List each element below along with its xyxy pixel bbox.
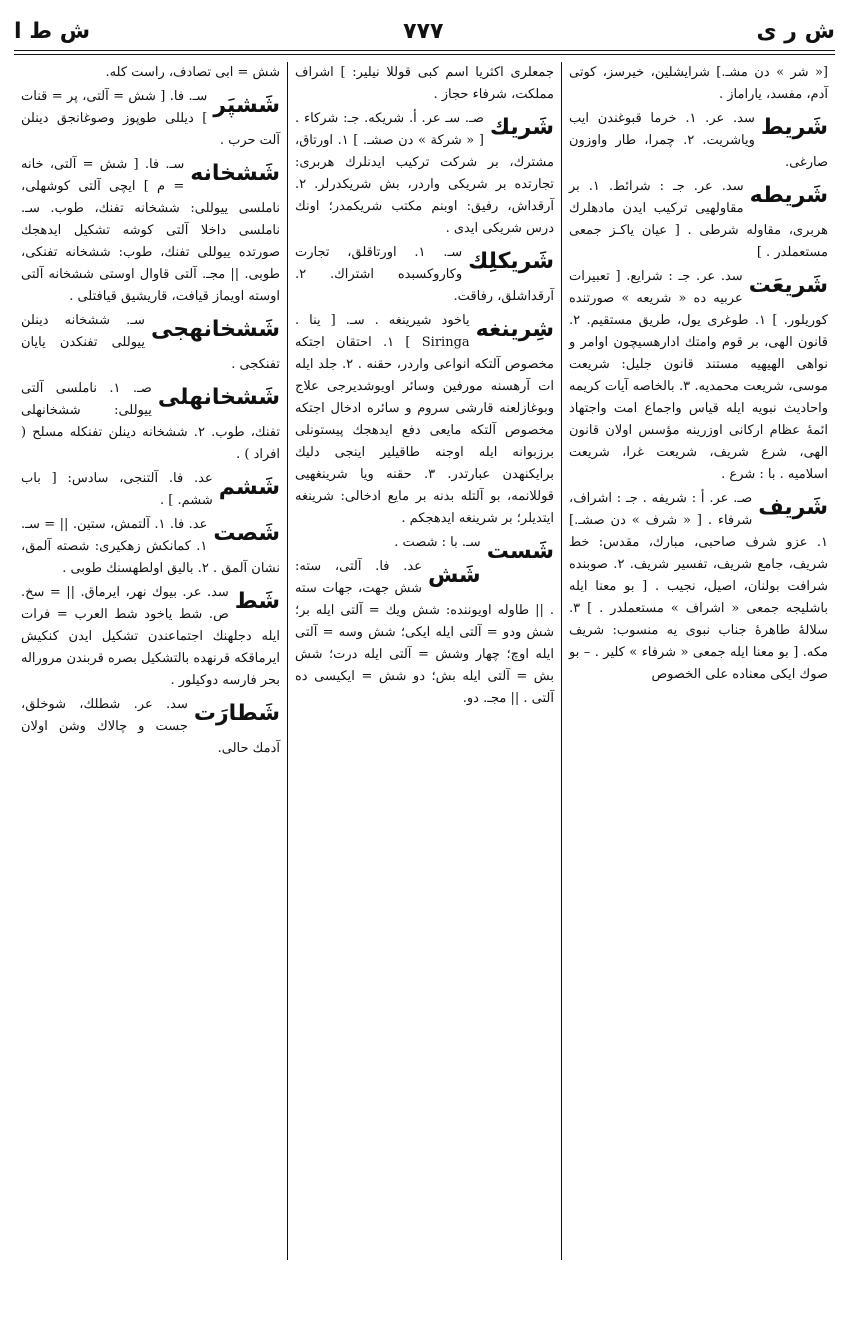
column-left	[14, 62, 287, 1260]
entry	[21, 86, 280, 152]
definition: سـ. فا. [ شش = آلتى، خانه = م ] ايچى آلتى كوشهلى، ناملسى ييوللى: ششخانه تفنك، طوب. سـ. ناملسى داخلا آلتى كوشه تشكيل ايدهجك صورتده ييوللى تفنك، طوب: ششخانه تفنكى، طوبى. || مجـ. آلتى قاوال اوستى ششخانه آلتى اوسته اويماز قيافت، قاريشيق قيافتلى .	[21, 157, 280, 304]
columns	[14, 62, 835, 1260]
entry	[295, 108, 554, 240]
headword: شَريك	[489, 115, 554, 140]
entry	[295, 242, 554, 308]
definition: سـ. با : شصت .	[394, 535, 481, 550]
page-number: ٧٧٧	[403, 18, 444, 44]
headword: شَشخانهلى	[157, 385, 280, 410]
continuation-text: [« شر » دن مشـ.] شرايشلين، خيرسز، كوتى آدم، مفسد، ياراماز .	[569, 65, 828, 102]
definition: عد. فا. ١. آلتمش، ستين. || = سـ. ١. كمانكش زهكيرى: شصته آلمق، نشان آلمق . ٢. باليق اولطهسنك طوبى .	[21, 517, 280, 576]
definition: عد. فا. آلتنجى، سادس: [ باب ششم. ] .	[21, 471, 213, 508]
entry	[569, 266, 828, 486]
headword: شَريعَت	[748, 273, 828, 298]
header-running-head-left: ش ط ا	[14, 18, 91, 44]
entry	[21, 468, 280, 512]
headword: شَريطه	[749, 183, 828, 208]
entry	[21, 154, 280, 308]
column-middle	[288, 62, 561, 1260]
headword: شَطارَت	[193, 701, 280, 726]
definition: سد. عر. بيوك نهر، ايرماق. || = سخ. ص. شط ياخود شط العرب = فرات ايله دجلهنك اجتماعندن تشكيل ايدن كنكيش ايرماقكه قرنهده بالتشكيل بصره قربندن مروراله بحر فارسه دوكيلور .	[21, 585, 280, 688]
entry	[21, 694, 280, 760]
definition: صـ. ١. ناملسى آلتى ييوللى: ششخانهلى تفنك، طوب. ٢. ششخانه دينلن تفنكله مسلح ( افراد ) .	[21, 381, 281, 462]
definition: سد. عر. جـ : شرايع. [ تعبيرات عربيه ده « شريعه » صورتنده كوريلور. ] ١. طوغرى يول، طريق مستقيم. ٢. قانون الهى، بر قوم وامتك ادارهسيچون اوامر و نواهى الهيهيه مستند قانون جليل: شريعت موسى، شريعت محمديه. ٣. بالخاصه آيات كريمه واحاديث نبويه ايله قياس واجماع امت واجتهاد ائمهٔ عظام اركانى اوزرينه مؤسس اولان قانون الهى، شرع شريف، شريعت غرا، شريعت اسلاميه . با : شرع .	[569, 269, 829, 482]
entry	[295, 532, 554, 564]
definition: صـ. عر. أ : شريفه . جـ : اشراف، شرفاء . [ « شرف » دن صشـ.] ١. عزو شرف صاحبى، مبارك، مقدس: خط شريف، جامع شريف، تفسير شريف. ٢. صوبنده شرافت بولنان، اصيل، نجيب . [ بو معنا ايله باشليجه جمعى « اشراف » مستعملدر . ] ٣. سلالهٔ طاهرهٔ جناب نبوى يه منسوب: شريف مكه. [ بو معنا ايله جمعى « شرفاء » كلير . – بو صوك ايكى معناده على الخصوص	[569, 491, 828, 682]
entry	[21, 378, 280, 466]
headword: شَش	[427, 563, 481, 588]
entry	[569, 108, 828, 174]
continuation-text: شش = ابى تصادف، راست كله.	[105, 65, 280, 80]
headword: شَريكلِك	[468, 249, 554, 274]
entry	[21, 582, 280, 692]
column-right	[562, 62, 835, 1260]
definition: سـ. ١. اورتاقلق، تجارت وكاروكسبده اشتراك. ٢. آرقداشلق، رفاقت.	[295, 245, 554, 304]
definition: سـ. ششخانه دينلن ييوللى تفنكدن يايان تفنكجى .	[21, 313, 280, 372]
definition: سـ. فا. [ شش = آلتى، پر = قنات ] ديللى طوپوز وصوغانجق دينلن آلت حرب .	[21, 89, 280, 148]
headword: شَست	[486, 539, 554, 564]
entry	[569, 488, 828, 686]
definition: صـ. سـ عر. أ. شريكه. جـ: شركاء . [ « شركة » دن صشـ. ] ١. اورتاق، مشترك، بر شركت تركيب ايدنلرك هربرى: تجارتده بر شريكى واردر، بش شريكدرلر. ٢. آرقداش، رفيق: اوبنم مكتب شريكمدر؛ اونك درس شريكى ايدى .	[295, 111, 554, 236]
entry	[295, 310, 554, 530]
entry	[295, 556, 554, 710]
headword: شَريط	[760, 115, 828, 140]
header-rule	[14, 50, 835, 55]
header-running-head-right: ش ر ى	[756, 18, 835, 44]
definition: سد. عر. شطلك، شوخلق، جست و چالاك وشن اولان آدمك حالى.	[21, 697, 280, 756]
page-header	[14, 14, 835, 48]
definition: ياخود شيرينغه . سـ. [ ينا . Siringa ] ١. احتقان اجتكه مخصوص آلتكه انواعى واردر، حقنه . ٢. جلد ايله ات آرهسنه مورفين وسائر اويوشديرجى علاج وبوغازلعنه قارشى سروم و سائره ادخال اجتكه مخصوص آلتكه مايعى دفع ايدهجك پيستونلى برزبوانه ايله اوجنه طاقيلير اينجى دليك برايكنهدن عبارتدر. ٣. حقنه ويا شرينغهيى قوللانمه، بو آلتله بدنه بر مايع ادخالى: شرينغه ايتديلر؛ بر شرينغه ايدهجكم .	[295, 313, 554, 526]
entry	[569, 176, 828, 264]
entry	[21, 514, 280, 580]
entry	[21, 310, 280, 376]
definition: سد. عر. ١. خرما قبوغندن ايب وياشريت. ٢. چمرا، طار واوزون صارغى.	[569, 111, 828, 170]
headword: شَصت	[213, 521, 280, 546]
headword: شِرينغه	[475, 317, 554, 342]
definition: عد. فا. آلتى، سته: شش جهت، جهات سته . || طاوله اويوننده: شش ويك = آلتى ايله بر؛ شش ودو = آلتى ايله ايكى؛ شش وسه = آلتى ايله اوچ؛ چهار وشش = آلتى ايله درت؛ شش بش = آلتى ايله بش؛ دو شش = ايكيسى ده آلتى . || مجـ. دو.	[295, 559, 554, 706]
headword: شَريف	[758, 495, 828, 520]
headword: شَشم	[218, 475, 280, 500]
definition: سد. عر. جـ : شرائط. ١. بر مقاولهيى تركيب ايدن مادهلرك هربرى، مقاوله شرطى . [ عيان ياكـز جمعى مستعملدر . ]	[569, 179, 828, 260]
headword: شَشخانه	[190, 161, 280, 186]
headword: شَشخانهجى	[150, 317, 280, 342]
continuation-text: جمعلرى اكثريا اسم كبى قوللا نيلير: ] اشراف مملكت، شرفاء حجاز .	[295, 65, 554, 102]
headword: شَط	[234, 589, 280, 614]
headword: شَشپَر	[213, 93, 280, 118]
